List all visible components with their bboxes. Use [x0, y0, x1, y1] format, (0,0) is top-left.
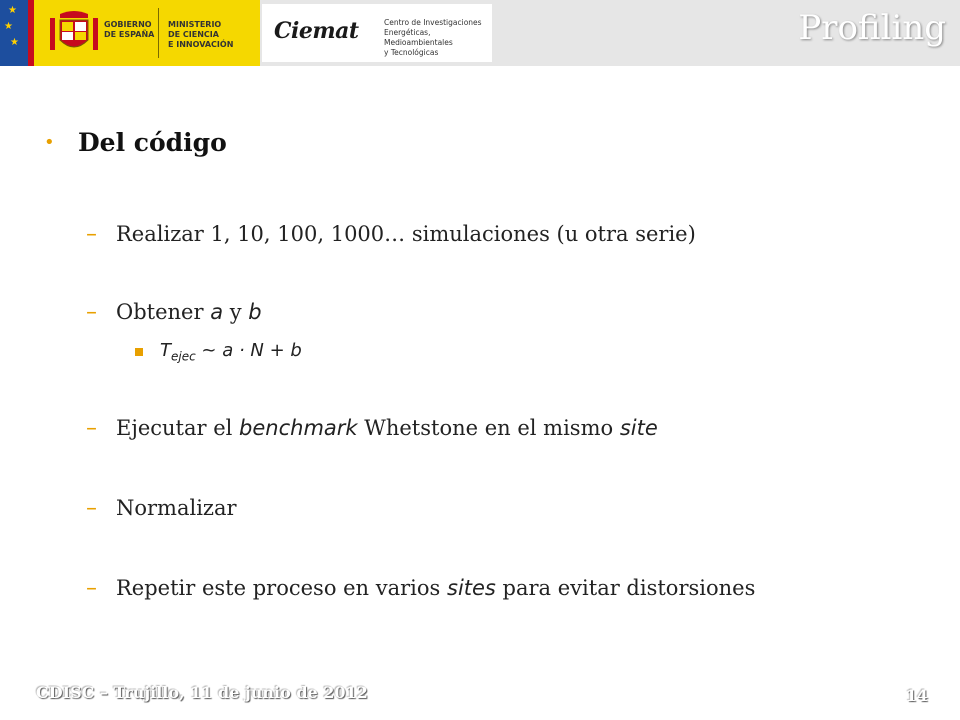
sub-bullet-2: Obtener a y b [116, 300, 262, 324]
main-bullet: Del código [78, 128, 227, 157]
star-icon: ★ [4, 21, 13, 32]
sub-bullet-1: Realizar 1, 10, 100, 1000… simulaciones (u otra serie) [116, 222, 696, 246]
dash-bullet-icon: – [86, 576, 97, 601]
bullet-icon: • [44, 132, 55, 153]
ciemat-full-name: Centro de Investigaciones Energéticas, Medioambientales y Tecnológicas [384, 18, 482, 57]
dash-bullet-icon: – [86, 496, 97, 521]
sub-bullet-5: Repetir este proceso en varios sites para evitar distorsiones [116, 576, 756, 600]
star-icon: ★ [8, 5, 17, 16]
square-bullet-icon [135, 348, 143, 356]
dash-bullet-icon: – [86, 416, 97, 441]
slide-title: Profiling [798, 8, 946, 48]
footer-event: CDISC – Trujillo, 11 de junio de 2012 [36, 683, 368, 702]
dash-bullet-icon: – [86, 300, 97, 325]
sub-bullet-4: Normalizar [116, 496, 237, 520]
ministry-name: MINISTERIO DE CIENCIA E INNOVACIÓN [168, 20, 234, 49]
sub-bullet-3: Ejecutar el benchmark Whetstone en el mismo site [116, 416, 658, 440]
ciemat-wordmark: Ciemat [274, 18, 359, 44]
formula: $T_{ejec}$ ~ a · N + b [160, 340, 302, 364]
page-number: 14 [905, 686, 928, 705]
star-icon: ★ [10, 37, 19, 48]
dash-bullet-icon: – [86, 222, 97, 247]
gov-name: GOBIERNO DE ESPAÑA [104, 20, 155, 39]
